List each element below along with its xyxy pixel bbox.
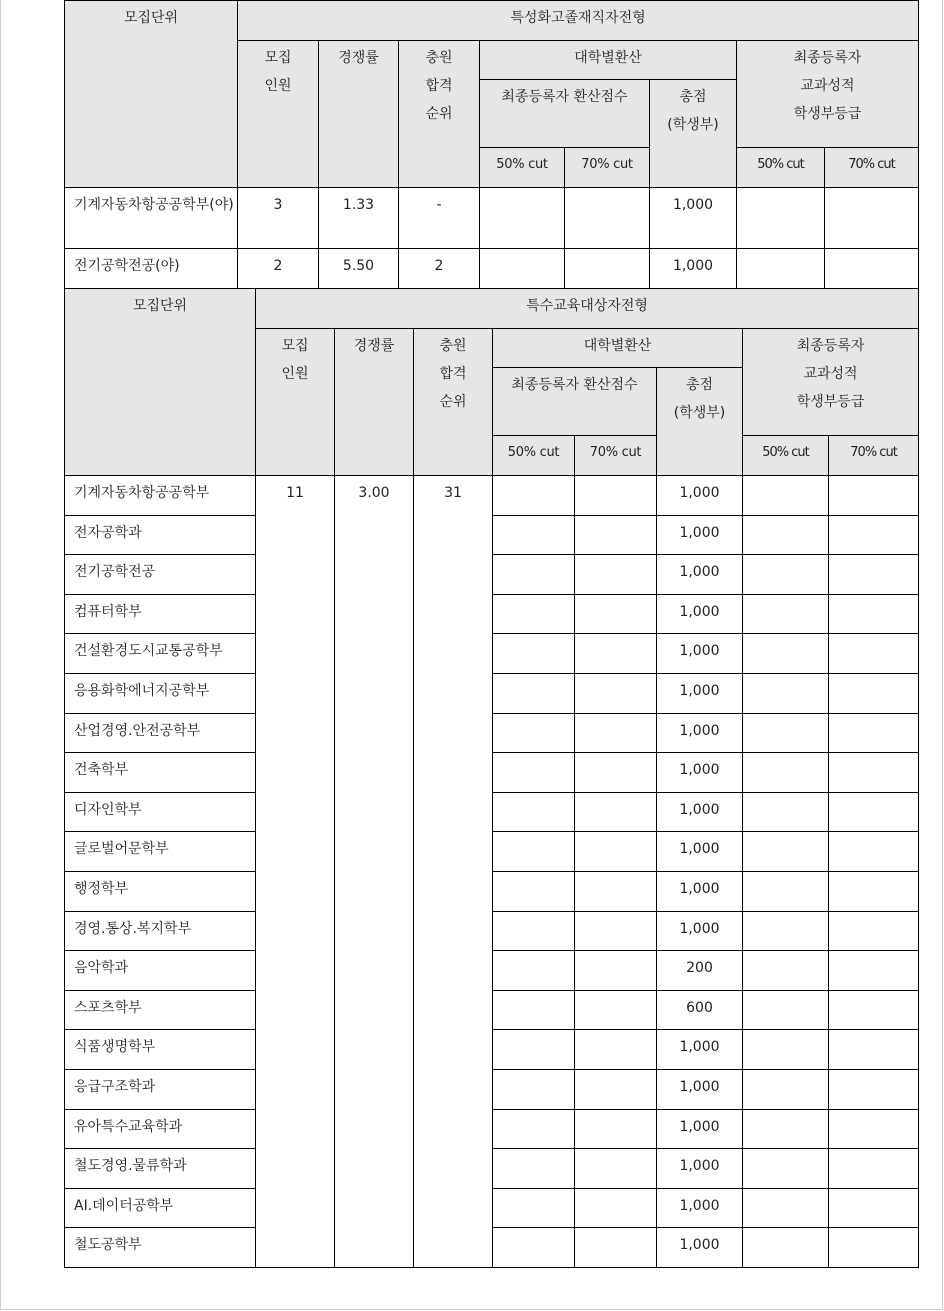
header-total: 총점 (학생부) [657, 368, 743, 476]
cut70-cell [575, 792, 657, 832]
cut50-cell [493, 634, 575, 674]
total-cell: 1,000 [657, 673, 743, 713]
grade50-cell [737, 249, 825, 289]
cut50-cell [493, 1149, 575, 1189]
unit-name: 기계자동차항공공학부(야) [65, 188, 238, 249]
header-cut50-grade: 50% cut [743, 436, 829, 476]
unit-name: 유아특수교육학과 [65, 1109, 256, 1149]
grade50-cell [743, 951, 829, 991]
grade50-cell [743, 871, 829, 911]
table-row [65, 515, 919, 555]
total-cell: 200 [657, 951, 743, 991]
total-cell: 1,000 [657, 594, 743, 634]
header-competition: 경쟁률 [335, 329, 414, 476]
table-row [65, 1188, 919, 1228]
cut70-cell [575, 951, 657, 991]
header-univ-conversion: 대학별환산 [480, 41, 737, 80]
grade70-cell [829, 594, 919, 634]
cut50-cell [493, 1069, 575, 1109]
total-cell: 1,000 [657, 832, 743, 872]
quota-cell: 3 [238, 188, 319, 249]
table-row [65, 1069, 919, 1109]
table-row [65, 1149, 919, 1189]
grade70-cell [829, 634, 919, 674]
table-row [65, 951, 919, 991]
cut50-cell [493, 951, 575, 991]
grade50-cell [743, 792, 829, 832]
unit-name: 기계자동차항공공학부 [65, 476, 256, 516]
total-cell: 1,000 [657, 713, 743, 753]
table-row [65, 753, 919, 793]
grade70-cell [829, 832, 919, 872]
table-special-education [64, 288, 919, 1268]
header-cut50: 50% cut [493, 436, 575, 476]
rate-cell: 5.50 [319, 249, 399, 289]
table-row [65, 832, 919, 872]
total-cell: 1,000 [657, 753, 743, 793]
header-unit: 모집단위 [65, 1, 238, 188]
grade50-cell [743, 1188, 829, 1228]
grade70-cell [829, 1149, 919, 1189]
header-final-grade: 최종등록자 교과성적 학생부등급 [743, 329, 919, 436]
cut70-cell [575, 871, 657, 911]
cut50-cell [493, 753, 575, 793]
cut70-cell [575, 594, 657, 634]
cut70-cell [575, 555, 657, 595]
table-row [65, 990, 919, 1030]
header-unit: 모집단위 [65, 289, 256, 476]
cut70-cell [575, 1149, 657, 1189]
header-cut70-grade: 70% cut [829, 436, 919, 476]
cut70-cell [575, 634, 657, 674]
header-cut50-grade: 50% cut [737, 148, 825, 188]
cut50-cell [480, 249, 565, 289]
cut70-cell [575, 911, 657, 951]
grade50-cell [743, 1149, 829, 1189]
grade70-cell [829, 1109, 919, 1149]
grade50-cell [743, 555, 829, 595]
grade50-cell [743, 515, 829, 555]
header-quota: 모집 인원 [256, 329, 335, 476]
table-row [65, 594, 919, 634]
table-row [65, 911, 919, 951]
total-cell: 600 [657, 990, 743, 1030]
unit-name: 응급구조학과 [65, 1069, 256, 1109]
cut70-cell [565, 249, 650, 289]
grade70-cell [829, 1228, 919, 1268]
grade70-cell [829, 990, 919, 1030]
grade70-cell [829, 911, 919, 951]
grade50-cell [743, 476, 829, 516]
unit-name: 건축학부 [65, 753, 256, 793]
cut70-cell [575, 832, 657, 872]
total-cell: 1,000 [657, 1188, 743, 1228]
grade70-cell [829, 753, 919, 793]
header-cut70: 70% cut [575, 436, 657, 476]
cut70-cell [575, 673, 657, 713]
table-row [65, 476, 919, 516]
header-waitlist: 충원 합격 순위 [399, 41, 480, 188]
total-cell: 1,000 [650, 188, 737, 249]
cut50-cell [493, 555, 575, 595]
grade50-cell [743, 990, 829, 1030]
unit-name: 식품생명학부 [65, 1030, 256, 1070]
grade70-cell [829, 1188, 919, 1228]
rank-cell: 31 [414, 476, 493, 1268]
total-cell: 1,000 [657, 1228, 743, 1268]
table-row [65, 1109, 919, 1149]
cut70-cell [575, 1069, 657, 1109]
cut50-cell [493, 832, 575, 872]
unit-name: 산업경영.안전공학부 [65, 713, 256, 753]
unit-name: 행정학부 [65, 871, 256, 911]
cut50-cell [493, 594, 575, 634]
total-cell: 1,000 [657, 911, 743, 951]
quota-cell: 11 [256, 476, 335, 1268]
cut70-cell [575, 515, 657, 555]
rank-cell: - [399, 188, 480, 249]
grade50-cell [743, 832, 829, 872]
grade70-cell [829, 673, 919, 713]
unit-name: 철도경영.물류학과 [65, 1149, 256, 1189]
table-row [65, 634, 919, 674]
grade50-cell [743, 713, 829, 753]
header-cut50: 50% cut [480, 148, 565, 188]
header-waitlist: 충원 합격 순위 [414, 329, 493, 476]
grade70-cell [829, 515, 919, 555]
cut50-cell [493, 792, 575, 832]
rate-cell: 1.33 [319, 188, 399, 249]
header-track: 특수교육대상자전형 [256, 289, 919, 329]
total-cell: 1,000 [657, 871, 743, 911]
cut70-cell [575, 990, 657, 1030]
unit-name: 음악학과 [65, 951, 256, 991]
rank-cell: 2 [399, 249, 480, 289]
grade70-cell [829, 1069, 919, 1109]
unit-name: AI.데이터공학부 [65, 1188, 256, 1228]
total-cell: 1,000 [657, 634, 743, 674]
cut70-cell [575, 476, 657, 516]
cut70-cell [575, 713, 657, 753]
cut50-cell [493, 515, 575, 555]
unit-name: 디자인학부 [65, 792, 256, 832]
grade50-cell [743, 1030, 829, 1070]
cut70-cell [575, 1030, 657, 1070]
header-total: 총점 (학생부) [650, 80, 737, 188]
grade70-cell [829, 713, 919, 753]
total-cell: 1,000 [657, 1069, 743, 1109]
header-cut70-grade: 70% cut [825, 148, 919, 188]
grade50-cell [743, 1109, 829, 1149]
total-cell: 1,000 [657, 792, 743, 832]
unit-name: 경영.통상.복지학부 [65, 911, 256, 951]
header-final-score: 최종등록자 환산점수 [480, 80, 650, 148]
table-row [65, 555, 919, 595]
total-cell: 1,000 [657, 1030, 743, 1070]
quota-cell: 2 [238, 249, 319, 289]
cut70-cell [575, 1188, 657, 1228]
unit-name: 스포츠학부 [65, 990, 256, 1030]
cut50-cell [493, 871, 575, 911]
grade50-cell [743, 911, 829, 951]
total-cell: 1,000 [657, 555, 743, 595]
cut50-cell [493, 713, 575, 753]
grade50-cell [743, 673, 829, 713]
header-quota: 모집 인원 [238, 41, 319, 188]
grade50-cell [737, 188, 825, 249]
cut70-cell [575, 1109, 657, 1149]
total-cell: 1,000 [657, 515, 743, 555]
unit-name: 전기공학전공(야) [65, 249, 238, 289]
table-row [65, 792, 919, 832]
unit-name: 건설환경도시교통공학부 [65, 634, 256, 674]
header-final-score: 최종등록자 환산점수 [493, 368, 657, 436]
cut70-cell [565, 188, 650, 249]
cut70-cell [575, 1228, 657, 1268]
table-row [65, 713, 919, 753]
grade70-cell [829, 476, 919, 516]
cut70-cell [575, 753, 657, 793]
table-row [65, 249, 919, 289]
cut50-cell [493, 1030, 575, 1070]
unit-name: 글로벌어문학부 [65, 832, 256, 872]
unit-name: 철도공학부 [65, 1228, 256, 1268]
unit-name: 전자공학과 [65, 515, 256, 555]
header-final-grade: 최종등록자 교과성적 학생부등급 [737, 41, 919, 148]
table-row [65, 871, 919, 911]
cut50-cell [493, 673, 575, 713]
total-cell: 1,000 [657, 476, 743, 516]
grade70-cell [829, 1030, 919, 1070]
grade70-cell [825, 188, 919, 249]
table-row [65, 1030, 919, 1070]
total-cell: 1,000 [657, 1149, 743, 1189]
table-special-vocational [64, 0, 919, 289]
header-competition: 경쟁률 [319, 41, 399, 188]
cut50-cell [493, 1109, 575, 1149]
unit-name: 컴퓨터학부 [65, 594, 256, 634]
unit-name: 응용화학에너지공학부 [65, 673, 256, 713]
grade50-cell [743, 753, 829, 793]
grade50-cell [743, 594, 829, 634]
cut50-cell [493, 990, 575, 1030]
grade50-cell [743, 1069, 829, 1109]
grade70-cell [829, 792, 919, 832]
unit-name: 전기공학전공 [65, 555, 256, 595]
grade70-cell [825, 249, 919, 289]
rate-cell: 3.00 [335, 476, 414, 1268]
header-univ-conversion: 대학별환산 [493, 329, 743, 368]
grade70-cell [829, 951, 919, 991]
cut50-cell [493, 1188, 575, 1228]
table-row [65, 188, 919, 249]
grade70-cell [829, 871, 919, 911]
cut50-cell [480, 188, 565, 249]
grade70-cell [829, 555, 919, 595]
header-cut70: 70% cut [565, 148, 650, 188]
cut50-cell [493, 1228, 575, 1268]
header-track: 특성화고졸재직자전형 [238, 1, 919, 41]
grade50-cell [743, 1228, 829, 1268]
cut50-cell [493, 476, 575, 516]
cut50-cell [493, 911, 575, 951]
table-row [65, 1228, 919, 1268]
total-cell: 1,000 [657, 1109, 743, 1149]
total-cell: 1,000 [650, 249, 737, 289]
table-row [65, 673, 919, 713]
grade50-cell [743, 634, 829, 674]
